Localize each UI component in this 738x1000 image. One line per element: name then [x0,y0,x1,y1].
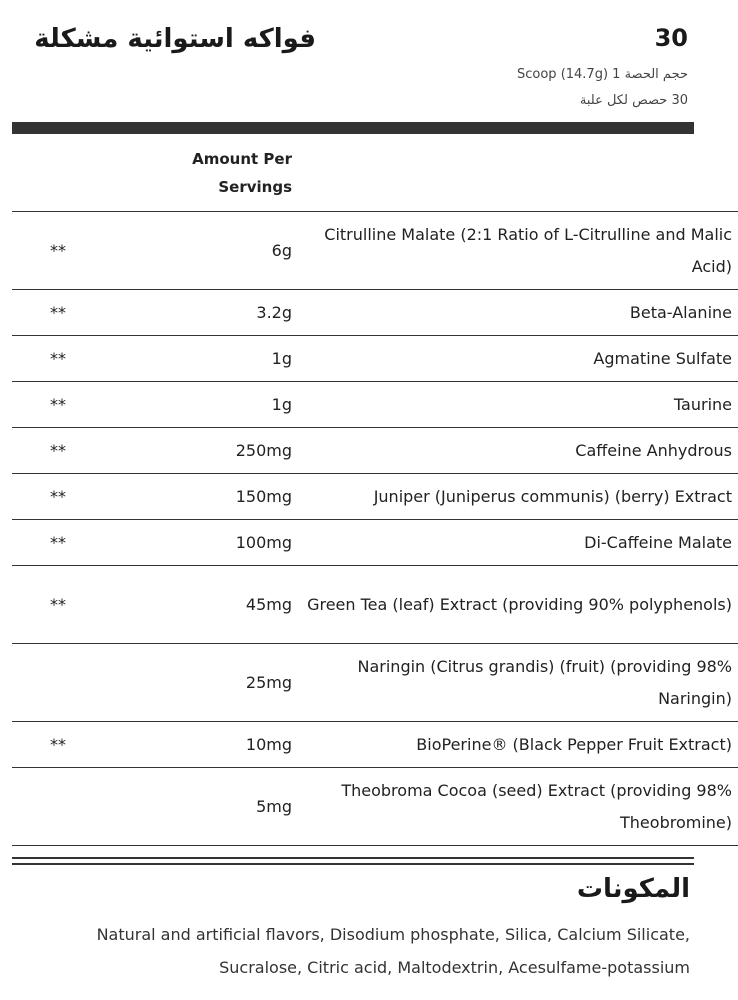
amount-header-cell [142,134,296,212]
header-name-cell [296,134,738,212]
serving-size: Scoop (14.7g) 1 حجم الحصة [517,67,688,82]
header-mark-cell [12,134,142,212]
row-amount: 250mg [142,428,296,474]
row-ingredient-name: Di-Caffeine Malate [296,520,738,566]
row-amount: 1g [142,382,296,428]
row-ingredient-name: Naringin (Citrus grandis) (fruit) (providing 98% Naringin) [296,644,738,722]
row-ingredient-name: Green Tea (leaf) Extract (providing 90% polyphenols) [296,566,738,644]
row-mark: ** [12,428,142,474]
row-amount: 1g [142,336,296,382]
row-ingredient-name: Citrulline Malate (2:1 Ratio of L-Citrulline and Malic Acid) [296,212,738,290]
servings-per-container: 30 حصص لكل علبة [579,93,688,108]
ingredients-text: Natural and artificial flavors, Disodium phosphate, Silica, Calcium Silicate, Sucralose, Citric acid, Maltodextrin, Acesulfame-potassium [96,925,690,977]
supplement-facts-table [12,134,738,846]
row-amount: 3.2g [142,290,296,336]
row-amount: 25mg [142,644,296,722]
row-amount: 10mg [142,722,296,768]
header-divider [12,122,694,134]
table-row [12,566,738,644]
row-amount: 45mg [142,566,296,644]
row-mark: ** [12,382,142,428]
table-row [12,520,738,566]
row-ingredient-name: BioPerine® (Black Pepper Fruit Extract) [296,722,738,768]
table-header-row [12,134,738,212]
row-ingredient-name: Juniper (Juniperus communis) (berry) Extract [296,474,738,520]
row-mark [12,768,142,846]
table-row [12,644,738,722]
table-row [12,428,738,474]
row-mark: ** [12,722,142,768]
row-mark: ** [12,336,142,382]
ingredients-divider [12,857,694,865]
table-row [12,474,738,520]
row-ingredient-name: Beta-Alanine [296,290,738,336]
table-row [12,768,738,846]
table-row [12,382,738,428]
row-mark [12,644,142,722]
row-ingredient-name: Agmatine Sulfate [296,336,738,382]
row-ingredient-name: Theobroma Cocoa (seed) Extract (providing 98% Theobromine) [296,768,738,846]
table-row [12,290,738,336]
table-row [12,212,738,290]
row-amount: 150mg [142,474,296,520]
table-row [12,722,738,768]
row-mark: ** [12,474,142,520]
row-amount: 100mg [142,520,296,566]
row-mark: ** [12,212,142,290]
row-ingredient-name: Taurine [296,382,738,428]
row-amount: 6g [142,212,296,290]
row-ingredient-name: Caffeine Anhydrous [296,428,738,474]
row-mark: ** [12,566,142,644]
table-row [12,336,738,382]
ingredients-title: المكونات [576,874,690,904]
row-mark: ** [12,290,142,336]
row-mark: ** [12,520,142,566]
label-header [12,0,694,124]
row-amount: 5mg [142,768,296,846]
amount-per-servings-header: Amount Per Servings [192,149,292,196]
servings-count: 30 [654,24,688,52]
product-title: فواكه استوائية مشكلة [34,24,316,54]
